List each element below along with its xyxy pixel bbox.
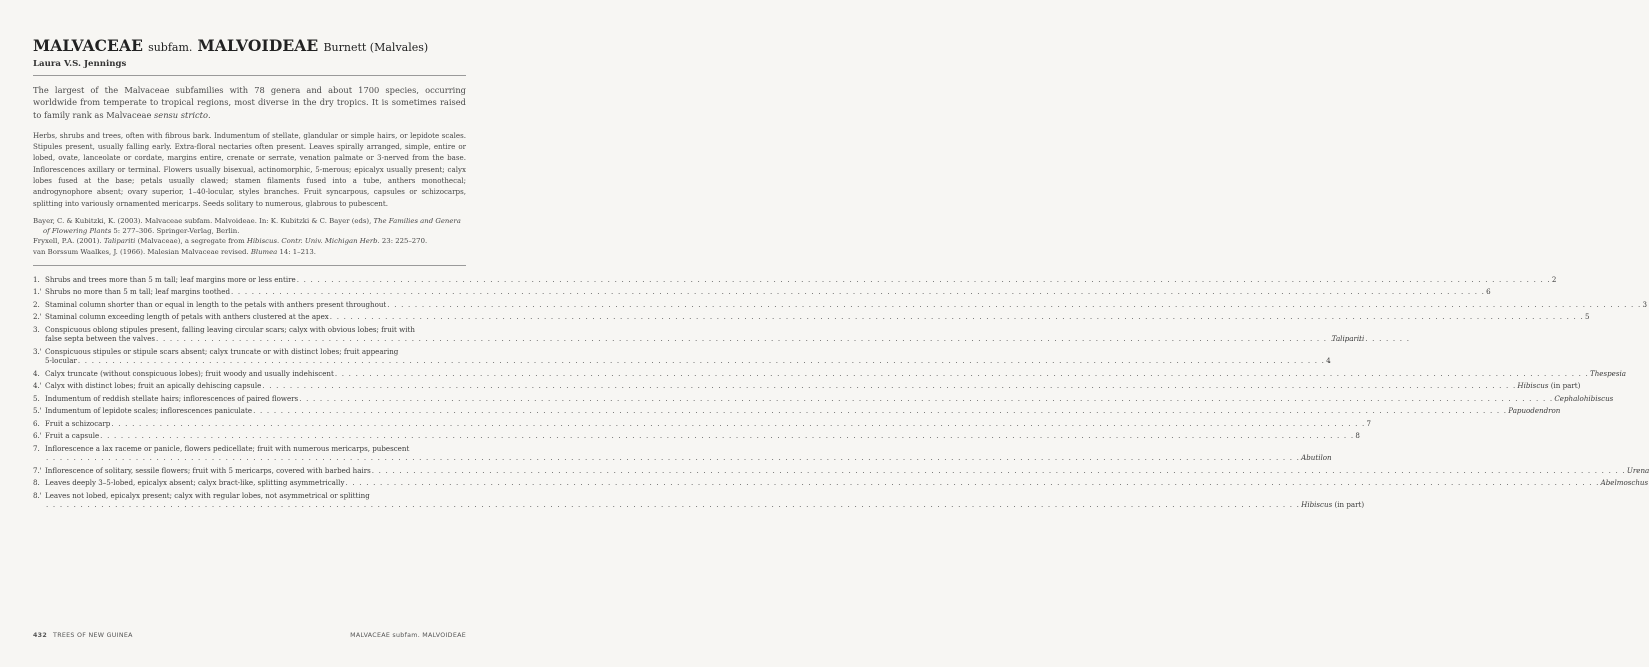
page-footer [33,632,466,639]
key-divider [33,265,466,266]
key-lead: Papuodendron [1508,406,1561,416]
key-number: 6.' [33,431,42,441]
description-paragraph: Herbs, shrubs and trees, often with fibrous bark. Indumentum of stellate, glandular or simple hairs, or lepidote scales. Stipules present, usually falling early. Extra-floral nectaries often present. Leaves spirally arranged, simple, entire or lobed, ovate, lanceolate or cordate, margins entire, crenate or serrate, venation palmate or 3-nerved from the base. Inflorescences axillary or terminal. Flowers usually bisexual, actinomorphic, 5-merous; epicalyx usually present; calyx lobes fused at the base; petals usually clawed; stamen filaments fused into a tube, anthers monothecal; androgynophore absent; ovary superior, 1–40-locular, styles branches. Fruit syncarpous, capsules or schizocarps, splitting into variously ornamented mericarps. Seeds solitary to numerous, glabrous to pubescent. [33,130,466,208]
key-number: 2.' [33,312,42,322]
key-text: Staminal column exceeding length of petals with anthers clustered at the apex [45,312,329,322]
key-number: 4.' [33,381,42,391]
key-line [33,465,1649,476]
key-text: Conspicuous stipules or stipule scars absent; calyx truncate or with distinct lobes; fruit appearing [45,346,399,356]
key-line [33,490,1365,510]
page-content [33,36,1649,513]
leader-dots [100,431,1354,441]
identification-key [33,274,1649,510]
key-text: Inflorescence a lax raceme or panicle, flowers pedicellate; fruit with numerous mericarps, pubescent [45,443,410,453]
key-number: 7. [33,443,40,453]
key-text: Calyx with distinct lobes; fruit an apically dehiscing capsule [45,381,262,391]
leader-dots [297,275,1551,285]
key-text: Calyx truncate (without conspicuous lobes); fruit woody and usually indehiscent [45,368,334,378]
key-number: 1. [33,274,40,284]
intro-paragraph: The largest of the Malvaceae subfamilies with 78 genera and about 1700 species, occurring worldwide from temperate to tropical regions, most diverse in the dry tropics. It is sometimes raised to family rank as Malvaceae sensu stricto. [33,85,466,120]
key-line [33,368,1627,379]
key-line [33,443,1332,463]
key-number: 1.' [33,287,42,297]
subfamily-name: MALVOIDEAE [197,36,319,55]
key-line [33,312,1590,322]
key-lead: Hibiscus (in part) [1301,500,1365,510]
leader-dots [46,500,1300,510]
authority: Burnett (Malvales) [323,41,429,54]
family-name: MALVACEAE [33,36,143,55]
key-number: 5. [33,393,40,403]
key-line [33,346,1331,366]
key-text: Fruit a capsule [45,431,100,441]
key-lead: 6 [1486,287,1491,297]
key-lead: Abelmoschus [1600,478,1649,488]
key-line [33,478,1649,488]
key-lead: 5 [1584,312,1590,322]
key-line [33,431,1360,441]
subfam-word: subfam. [148,41,193,54]
running-head: MALVACEAE subfam. MALVOIDEAE [350,632,466,639]
leader-dots [372,466,1626,476]
book-title: TREES OF NEW GUINEA [53,632,133,639]
key-text: Fruit a schizocarp [45,418,111,428]
leader-dots [335,369,1589,379]
reference-item: Fryxell, P.A. (2001). Talipariti (Malvaceae), a segregate from Hibiscus. Contr. Univ. Michigan Herb. 23: 225–270. [33,237,428,246]
leader-dots [111,419,1365,429]
key-number: 2. [33,299,40,309]
leader-dots [330,312,1584,322]
key-text: Leaves not lobed, epicalyx present; calyx with regular lobes, not asymmetrical or splitting [45,490,370,500]
key-line [33,381,1581,391]
leader-dots [253,406,1507,416]
key-lead: Hibiscus (in part) [1517,381,1581,391]
page-number: 432 [33,632,48,639]
key-text: Shrubs and trees more than 5 m tall; leaf margins more or less entire [45,274,296,284]
key-number: 8. [33,478,40,488]
leader-dots [299,394,1553,404]
key-line [33,287,1491,297]
key-number: 3.' [33,346,42,356]
leader-dots [78,356,1325,366]
title-divider [33,75,466,76]
key-lead: 8 [1355,431,1360,441]
key-lead: Abutilon [1301,453,1332,463]
footer-left [33,632,133,639]
leader-dots [387,300,1641,310]
key-text: 5-locular [45,356,77,366]
key-lead: Thespesia [1589,368,1627,378]
key-number: 3. [33,324,40,334]
key-text: Indumentum of reddish stellate hairs; inflorescences of paired flowers [45,393,299,403]
page-title [33,36,466,57]
leader-dots [231,287,1485,297]
key-text: Conspicuous oblong stipules present, falling leaving circular scars; calyx with obvious lobes; fruit with [45,324,415,334]
reference-item: Bayer, C. & Kubitzki, K. (2003). Malvaceae subfam. Malvoideae. In: K. Kubitzki & C. Bayer (eds), The Families and Genera of Flowering Plants 5: 277–306. Springer-Verlag, Berlin. [33,216,461,236]
key-number: 5.' [33,406,42,416]
key-text: false septa between the valves [45,334,156,344]
key-lead: 2 [1551,274,1557,284]
key-line [33,299,1647,310]
key-number: 6. [33,418,40,428]
key-line [33,324,1365,344]
key-number: 7.' [33,465,42,475]
key-line [33,406,1561,416]
key-text: Shrubs no more than 5 m tall; leaf margins toothed [45,287,230,297]
key-lead: Talipariti [1331,334,1365,344]
key-number: 4. [33,368,40,378]
key-text: Leaves deeply 3–5-lobed, epicalyx absent; calyx bract-like, splitting asymmetrically [45,478,345,488]
key-lead: Urena [1626,465,1649,475]
key-lead: Cephalohibiscus [1554,393,1614,403]
leader-dots [262,381,1516,391]
key-line [33,393,1614,404]
reference-item: van Borssum Waalkes, J. (1966). Malesian Malvaceae revised. Blumea 14: 1–213. [33,247,316,256]
leader-dots [46,453,1300,463]
references [33,216,466,257]
key-text: Indumentum of lepidote scales; inflorescences paniculate [45,406,253,416]
key-lead: 4 [1326,356,1331,366]
key-text: Inflorescence of solitary, sessile flowers; fruit with 5 mericarps, covered with barbed hairs [45,465,371,475]
author-name: Laura V.S. Jennings [33,59,127,69]
key-text: Staminal column shorter than or equal in length to the petals with anthers present throughout [45,299,387,309]
key-lead: 3 [1642,299,1647,309]
key-number: 8.' [33,490,42,500]
leader-dots [345,478,1599,488]
key-line [33,418,1371,429]
key-lead: 7 [1366,418,1371,428]
leader-dots [156,334,1331,344]
key-line [33,274,1557,285]
